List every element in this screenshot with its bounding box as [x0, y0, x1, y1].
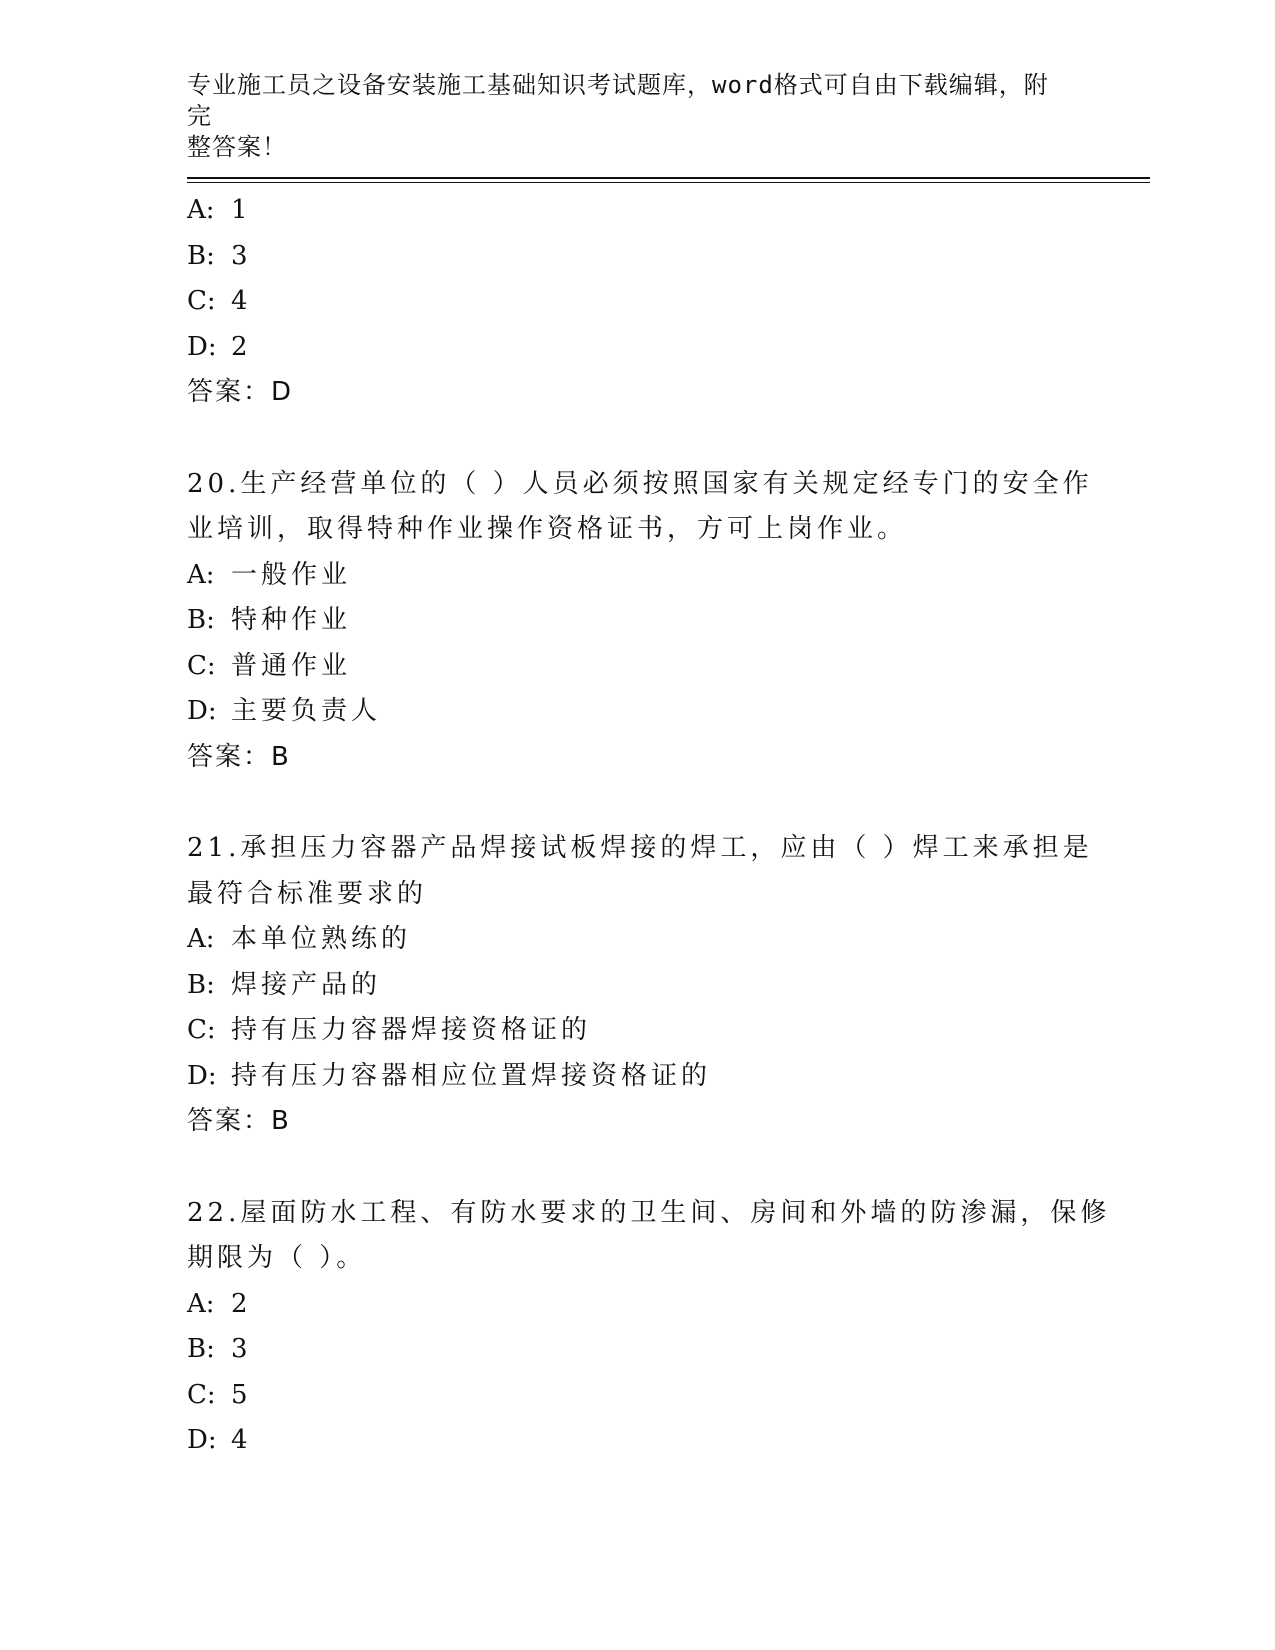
option-label: A: [187, 924, 215, 954]
header-title-line-2: 整答案！ [187, 133, 287, 161]
option-label: B: [187, 605, 215, 635]
option-label: D: [187, 696, 217, 726]
option-text: 3 [231, 1334, 252, 1364]
option-label: C: [187, 1379, 216, 1410]
header-title-line-1: 专业施工员之设备安装施工基础知识考试题库，word格式可自由下载编辑，附完 [187, 71, 1049, 130]
option-text: 本单位熟练的 [231, 924, 412, 954]
option-c [187, 1008, 1107, 1054]
option-label: D: [187, 1060, 217, 1091]
option-label: A: [187, 559, 215, 590]
option-d [187, 1054, 1107, 1100]
option-label: C: [187, 286, 216, 316]
option-c [187, 279, 1107, 325]
question-stem-line: 业培训，取得特种作业操作资格证书，方可上岗作业。 [187, 514, 908, 544]
option-c [187, 644, 1107, 690]
option-b [187, 963, 1107, 1009]
question-list [187, 188, 1111, 1464]
option-b [187, 1327, 1107, 1373]
option-text: 4 [231, 286, 252, 316]
option-text: 普通作业 [231, 650, 352, 681]
option-a [187, 1282, 1107, 1328]
option-text: 5 [231, 1379, 252, 1410]
option-text: 持有压力容器相应位置焊接资格证的 [231, 1060, 712, 1091]
option-label: C: [187, 1015, 216, 1045]
option-label: B: [187, 969, 215, 1000]
option-text: 特种作业 [231, 605, 352, 635]
question-stem-line: 21.承担压力容器产品焊接试板焊接的焊工，应由（ ）焊工来承担是 [187, 833, 1093, 863]
option-b [187, 598, 1107, 644]
option-a [187, 188, 1107, 234]
option-label: B: [187, 240, 215, 271]
question-stem-line: 期限为（ ）。 [187, 1243, 367, 1273]
option-text: 2 [231, 1288, 252, 1319]
header-divider-thin [187, 182, 1150, 183]
option-text: 持有压力容器焊接资格证的 [231, 1015, 592, 1045]
question-stem-line: 最符合标准要求的 [187, 878, 428, 909]
document-header [187, 70, 1067, 163]
option-d [187, 325, 1107, 371]
option-text: 一般作业 [231, 559, 352, 590]
option-c [187, 1373, 1107, 1419]
option-a [187, 917, 1107, 963]
option-label: A: [187, 195, 215, 225]
option-label: D: [187, 1425, 217, 1455]
question-block [187, 188, 1107, 416]
option-a [187, 553, 1107, 599]
question-block [187, 1191, 1111, 1464]
option-d [187, 689, 1107, 735]
option-text: 3 [231, 240, 252, 271]
option-text: 2 [231, 331, 252, 362]
option-text: 主要负责人 [231, 696, 382, 726]
option-label: C: [187, 650, 216, 681]
option-text: 焊接产品的 [231, 969, 382, 1000]
header-divider-thick [187, 177, 1150, 179]
question-block [187, 462, 1107, 781]
question-block [187, 826, 1107, 1145]
option-b [187, 234, 1107, 280]
option-text: 4 [231, 1425, 252, 1455]
answer-line: 答案：D [187, 377, 294, 407]
question-stem-line: 22.屋面防水工程、有防水要求的卫生间、房间和外墙的防渗漏，保修 [187, 1197, 1111, 1228]
answer-line: 答案：B [187, 1106, 291, 1136]
option-label: A: [187, 1288, 215, 1319]
question-stem-line: 20.生产经营单位的（ ）人员必须按照国家有关规定经专门的安全作 [187, 468, 1093, 499]
option-label: D: [187, 331, 217, 362]
option-label: B: [187, 1334, 215, 1364]
option-text: 1 [231, 195, 252, 225]
answer-line: 答案：B [187, 741, 291, 772]
option-d [187, 1418, 1107, 1464]
